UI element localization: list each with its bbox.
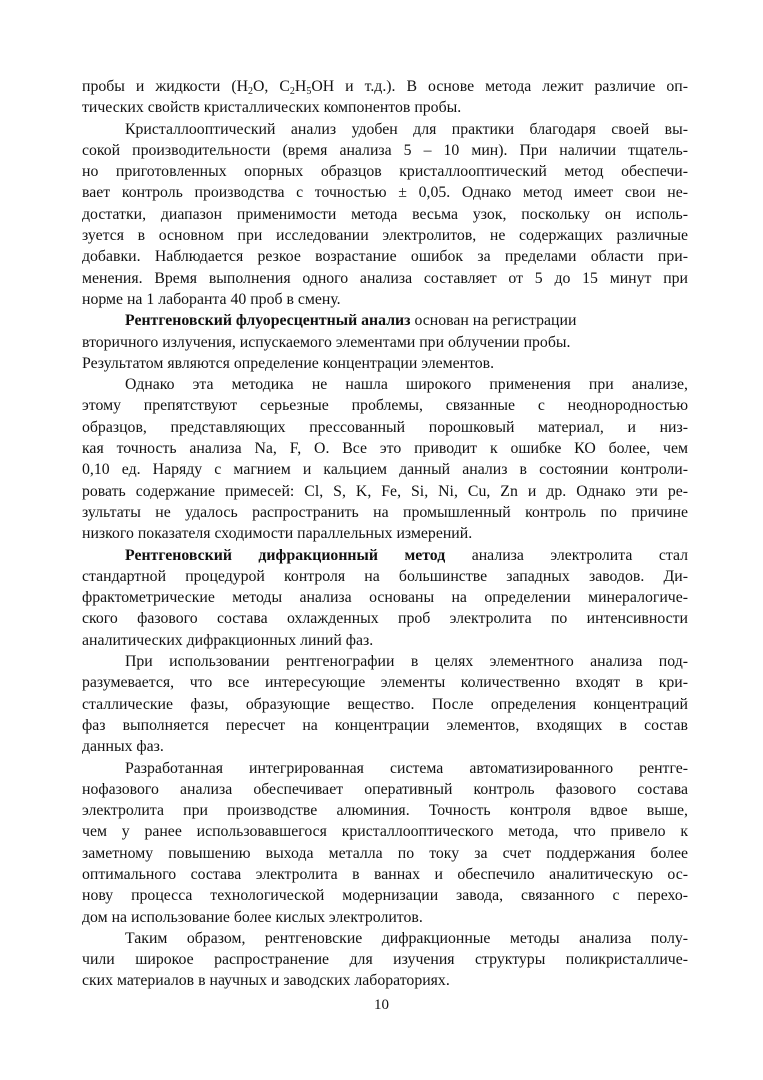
text-line: менения. Время выполнения одного анализа составляет от 5 до 15 минут при — [82, 269, 688, 287]
text-line: чем у ранее использовавшегося кристаллооптического метода, что привело к — [82, 823, 688, 841]
paragraph-4 — [82, 374, 688, 544]
text-line: достатки, диапазон применимости метода весьма узок, поскольку он исполь- — [82, 205, 688, 223]
text-line: Однако эта методика не нашла широкого применения при анализе, — [125, 376, 688, 394]
text-line: При использовании рентгенографии в целях элементного анализа под- — [125, 653, 688, 671]
paragraph-8 — [82, 928, 688, 992]
text-line: зультаты не удалось распространить на промышленный контроль по причине — [82, 503, 688, 521]
text-line: заметному повышению выхода металла по току за счет поддержания более — [82, 844, 688, 862]
text-line: Кристаллооптический анализ удобен для практики благодаря своей вы- — [125, 120, 688, 138]
text-line: норме на 1 лаборанта 40 проб в смену. — [82, 290, 341, 308]
text-line: образцов, представляющих прессованный порошковый материал, и низ- — [82, 418, 688, 436]
text-line: зуется в основном при исследовании электролитов, не содержащих различные — [82, 227, 688, 245]
text-line: дом на использование более кислых электролитов. — [82, 908, 423, 926]
text-line: ских материалов в научных и заводских лабораториях. — [82, 972, 450, 990]
text-line: данных фаз. — [82, 738, 164, 756]
text-line: аналитических дифракционных линий фаз. — [82, 631, 374, 649]
bold-term: Рентгеновский флуоресцентный анализ — [125, 312, 411, 330]
paragraph-2 — [82, 119, 688, 311]
paragraph-7 — [82, 758, 688, 928]
document-body — [82, 76, 688, 992]
text-line: Рентгеновский дифракционный метод анализа электролита стал — [125, 546, 688, 564]
text-line: ровать содержание примесей: Cl, S, K, Fe, Si, Ni, Cu, Zn и др. Однако эти ре- — [82, 482, 688, 500]
paragraph-6 — [82, 651, 688, 757]
page-number: 10 — [374, 997, 389, 1013]
text-line: Результатом являются определение концентрации элементов. — [82, 354, 495, 372]
paragraph-5 — [82, 545, 688, 651]
text-line: фаз выполняется пересчет на концентрации элементов, входящих в состав — [82, 716, 688, 734]
text-line: вает контроль производства с точностью ± 0,05. Однако метод имеет свои не- — [82, 184, 688, 202]
text-line: тических свойств кристаллических компонентов пробы. — [82, 99, 462, 117]
text-line: нофазового анализа обеспечивает оперативный контроль фазового состава — [82, 780, 688, 798]
text-line: пробы и жидкости ($H_2O$, $C_2H_5OH$ и т.д.). В основе метода лежит различие оп- — [82, 78, 688, 97]
text-line: кая точность анализа Na, F, O. Все это приводит к ошибке КО более, чем — [82, 440, 688, 458]
text-line: нову процесса технологической модернизации завода, связанного с перехо- — [82, 887, 688, 905]
text-line: Таким образом, рентгеновские дифракционные методы анализа полу- — [125, 929, 688, 947]
text-line: электролита при производстве алюминия. Точность контроля вдвое выше, — [82, 802, 688, 820]
text-line: чили широкое распространение для изучения структуры поликристалличе- — [82, 951, 688, 969]
text-line: но приготовленных опорных образцов кристаллооптический метод обеспечи- — [82, 163, 688, 181]
paragraph-3 — [82, 310, 688, 374]
text-line: низкого показателя сходимости параллельных измерений. — [82, 525, 473, 543]
text-line: 0,10 ед. Наряду с магнием и кальцием данный анализ в состоянии контроли- — [82, 461, 688, 479]
text-line: фрактометрические методы анализа основаны на определении минералогиче- — [82, 589, 688, 607]
text-line: разумевается, что все интересующие элементы количественно входят в кри- — [82, 674, 688, 692]
text-line: сокой производительности (время анализа 5 – 10 мин). При наличии тщатель- — [82, 141, 688, 159]
text-line: этому препятствуют серьезные проблемы, связанные с неоднородностью — [82, 397, 688, 415]
text-line: Рентгеновский флуоресцентный анализ основан на регистрации — [125, 312, 577, 330]
text-line: сталлические фазы, образующие вещество. После определения концентраций — [82, 695, 688, 713]
text-line: добавки. Наблюдается резкое возрастание ошибок за пределами области при- — [82, 248, 688, 266]
text-line: Разработанная интегрированная система автоматизированного рентге- — [125, 759, 688, 777]
text-line: оптимального состава электролита в ваннах и обеспечило аналитическую ос- — [82, 865, 688, 883]
text-line: вторичного излучения, испускаемого элементами при облучении пробы. — [82, 333, 571, 351]
text-line: ского фазового состава охлажденных проб электролита по интенсивности — [82, 610, 688, 628]
text-line: стандартной процедурой контроля на большинстве западных заводов. Ди- — [82, 567, 688, 585]
bold-term: Рентгеновский дифракционный метод — [125, 546, 446, 564]
paragraph-1 — [82, 76, 688, 119]
